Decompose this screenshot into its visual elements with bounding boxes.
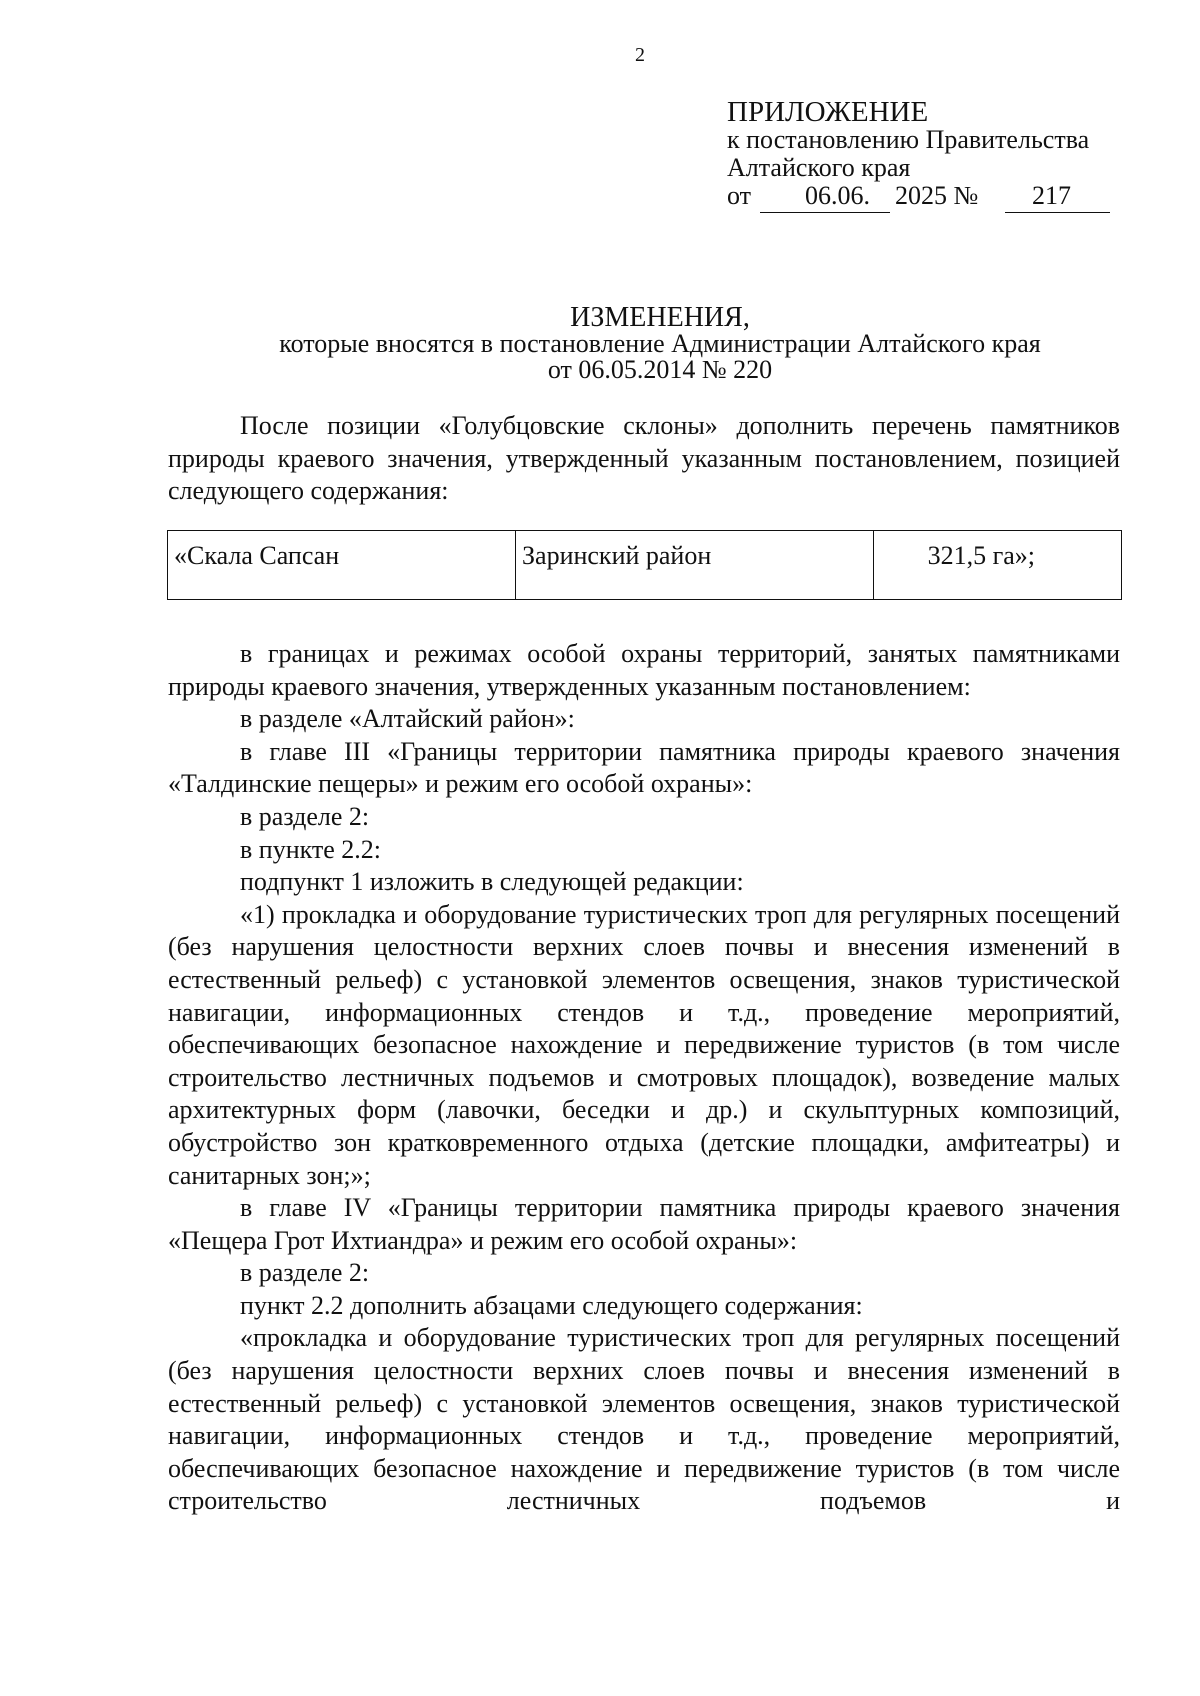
paragraph: в пункте 2.2: [240, 834, 382, 864]
appendix-block [727, 98, 1089, 212]
table-cell-district: Заринский район [516, 531, 874, 600]
table-row [168, 531, 1122, 600]
paragraph: «1) прокладка и оборудование туристических троп для регулярных посещений (без нарушения целостности верхних слоев почвы и внесения изменений в естественный рельеф) с установкой элементов освещения, знаков туристической навигации, информационных стендов и т.д., проведение мероприятий, обеспечивающих безопасное нахождение и передвижение туристов (в том числе строительство лестничных подъемов и смотровых площадок), возведение малых архитектурных форм (лавочки, беседки и др.) и скульптурных композиций, обустройство зон кратковременного отдыха (детские площадки, амфитеатры) и санитарных зон;»; [168, 899, 1120, 1190]
paragraph: в разделе «Алтайский район»: [240, 704, 575, 734]
paragraph: пункт 2.2 дополнить абзацами следующего содержания: [240, 1290, 863, 1320]
table-cell-name: «Скала Сапсан [168, 531, 516, 600]
heading-line-1: которые вносятся в постановление Администрации Алтайского края [279, 329, 1041, 358]
paragraph: в разделе 2: [240, 1258, 370, 1288]
resolution-date: 06.06. [805, 181, 870, 210]
paragraph: в главе IV «Границы территории памятника природы краевого значения «Пещера Грот Ихтиандра» и режим его особой охраны»: [168, 1193, 1120, 1255]
paragraph: в границах и режимах особой охраны территорий, занятых памятниками природы краевого значения, утвержденных указанным постановлением: [168, 639, 1120, 701]
changes-block [168, 638, 1120, 1518]
document-heading [240, 302, 1080, 384]
table-cell-area: 321,5 га»; [874, 531, 1122, 600]
appendix-line-1: к постановлению Правительства [727, 125, 1090, 154]
heading-title: ИЗМЕНЕНИЯ, [570, 302, 750, 333]
heading-line-2: от 06.05.2014 № 220 [547, 355, 773, 384]
intro-block [168, 410, 1120, 508]
insert-table [167, 530, 1122, 600]
date-prefix: от [727, 181, 752, 210]
paragraph: подпункт 1 изложить в следующей редакции: [240, 867, 744, 897]
resolution-year-number-label: 2025 № [895, 181, 979, 210]
appendix-title: ПРИЛОЖЕНИЕ [727, 96, 929, 128]
paragraph: в разделе 2: [240, 801, 370, 831]
page-number: 2 [635, 44, 645, 66]
number-underline [1005, 212, 1110, 213]
resolution-number: 217 [1032, 181, 1071, 210]
appendix-line-2: Алтайского края [727, 153, 911, 182]
paragraph: «прокладка и оборудование туристических троп для регулярных посещений (без нарушения целостности верхних слоев почвы и внесения изменений в естественный рельеф) с установкой элементов освещения, знаков туристической навигации, информационных стендов и т.д., проведение мероприятий, обеспечивающих безопасное нахождение и передвижение туристов (в том числе строительство лестничных подъемов и [168, 1323, 1120, 1516]
date-underline [760, 212, 890, 213]
intro-paragraph: После позиции «Голубцовские склоны» дополнить перечень памятников природы краевого значения, утвержденный указанным постановлением, позицией следующего содержания: [168, 411, 1120, 506]
appendix-date-line [727, 182, 1089, 212]
paragraph: в главе III «Границы территории памятника природы краевого значения «Талдинские пещеры» и режим его особой охраны»: [168, 736, 1120, 799]
